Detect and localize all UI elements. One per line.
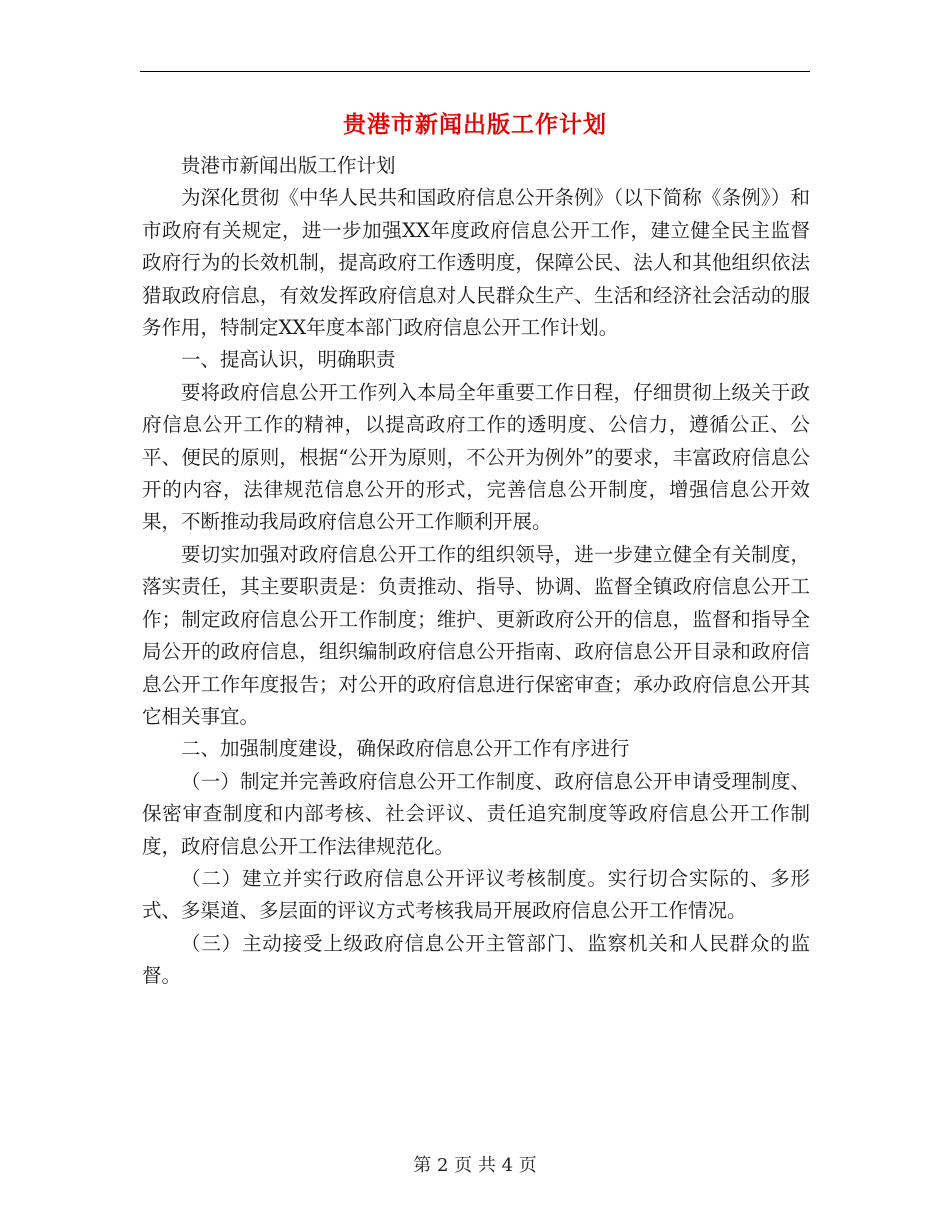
paragraph: （一）制定并完善政府信息公开工作制度、政府信息公开申请受理制度、保密审查制度和内部考核、社会评议、责任追究制度等政府信息公开工作制度，政府信息公开工作法律规范化。 [142, 769, 810, 858]
paragraph-intro: 为深化贯彻《中华人民共和国政府信息公开条例》（以下简称《条例》）和市政府有关规定，进一步加强XX年度政府信息公开工作，建立健全民主监督政府行为的长效机制，提高政府工作透明度，保障公民、法人和其他组织依法猎取政府信息，有效发挥政府信息对人民群众生产、生活和经济社会活动的服务作用，特制定XX年度本部门政府信息公开工作计划。 [142, 186, 810, 340]
paragraph-subtitle: 贵港市新闻出版工作计划 [181, 154, 396, 177]
section-heading-1: 一、提高认识，明确职责 [181, 348, 396, 372]
section-heading-2: 二、加强制度建设，确保政府信息公开工作有序进行 [181, 737, 630, 761]
paragraph: 要将政府信息公开工作列入本局全年重要工作日程，仔细贯彻上级关于政府信息公开工作的精神，以提高政府工作的透明度、公信力，遵循公正、公平、便民的原则，根据“公开为原则，不公开为例外”的要求，丰富政府信息公开的内容，法律规范信息公开的形式，完善信息公开制度，增强信息公开效果，不断推动我局政府信息公开工作顺利开展。 [142, 380, 810, 534]
document-body [142, 150, 810, 993]
document-title: 贵港市新闻出版工作计划 [343, 111, 607, 138]
page-number-footer: 第 2 页 共 4 页 [413, 1155, 537, 1176]
paragraph: （二）建立并实行政府信息公开评议考核制度。实行切合实际的、多形式、多渠道、多层面的评议方式考核我局开展政府信息公开工作情况。 [142, 866, 810, 923]
header-rule [140, 71, 810, 72]
paragraph: 要切实加强对政府信息公开工作的组织领导，进一步建立健全有关制度，落实责任，其主要职责是：负责推动、指导、协调、监督全镇政府信息公开工作；制定政府信息公开工作制度；维护、更新政府公开的信息，监督和指导全局公开的政府信息，组织编制政府信息公开指南、政府信息公开目录和政府信息公开工作年度报告；对公开的政府信息进行保密审查；承办政府信息公开其它相关事宜。 [142, 542, 810, 728]
paragraph: （三）主动接受上级政府信息公开主管部门、监察机关和人民群众的监督。 [142, 931, 810, 988]
